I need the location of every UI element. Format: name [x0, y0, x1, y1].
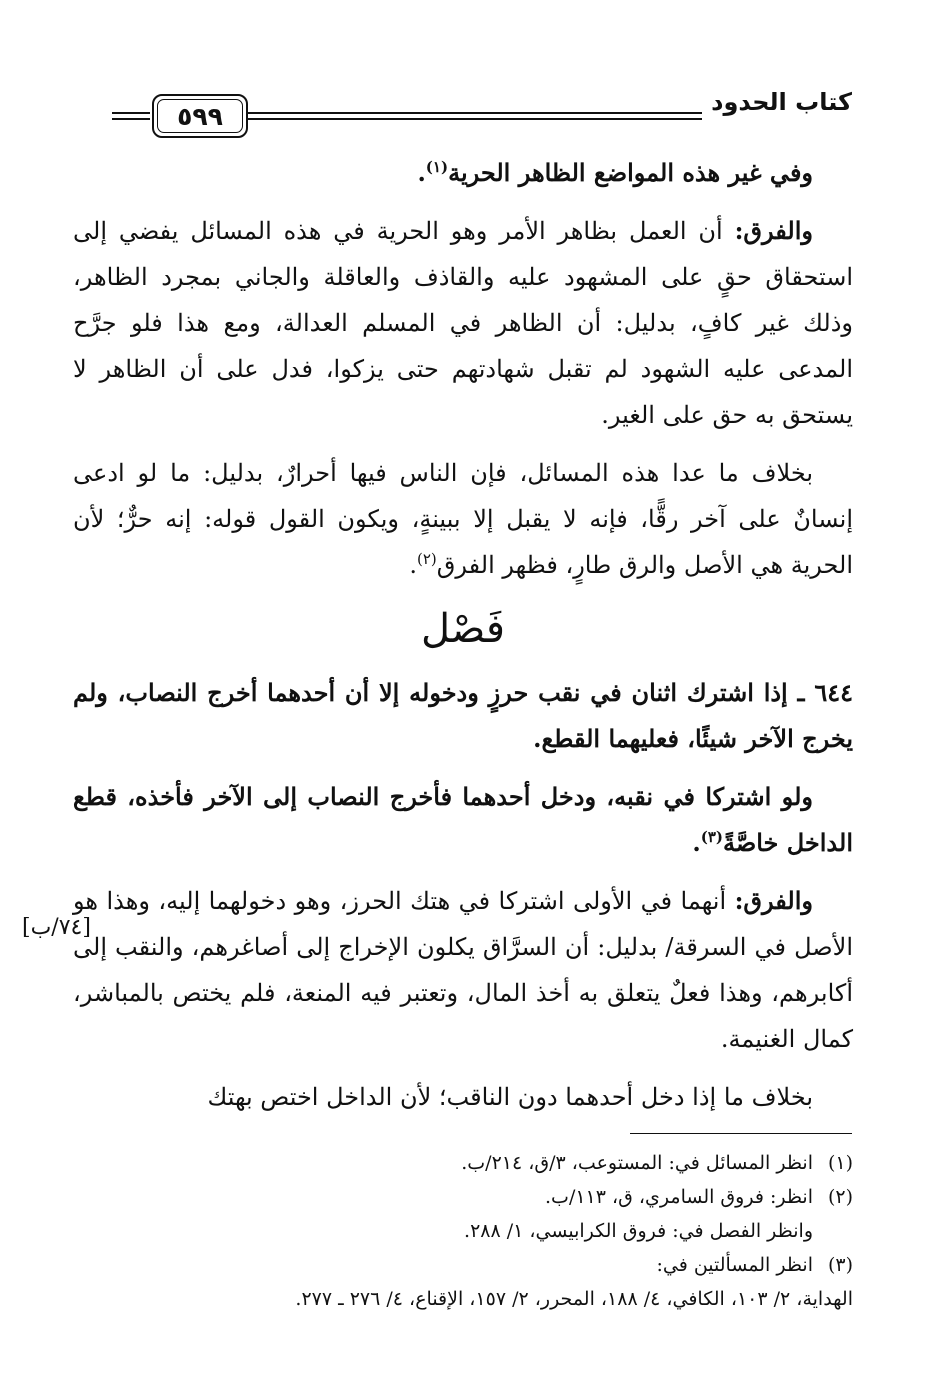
main-text: [73, 150, 853, 1120]
section-heading: فَصْل: [420, 606, 506, 652]
paragraph: [73, 208, 853, 438]
term-label: والفرق:: [734, 216, 813, 245]
paragraph-text: أنهما في الأولى اشتركا في هتك الحرز، وهو دخولهما إليه، وهذا هو الأصل في السرقة/ بدليل: أن السرَّاق يكلون الإخراج إلى أصاغرهم، والنقب إلى أكابرهم، وهذا فعلٌ يتعلق به أخذ المال، وتعتبر فيه المنعة، فلم يختص بالمباشر، كمال الغنيمة.: [73, 887, 853, 1053]
paragraph: [73, 774, 853, 866]
manuscript-folio-ref: [٧٤/ب]: [22, 915, 91, 940]
footnote-text: الهداية، ٢/ ١٠٣، الكافي، ٤/ ١٨٨، المحرر، ٢/ ١٥٧، الإقناع، ٤/ ٢٧٦ ـ ٢٧٧.: [295, 1288, 853, 1310]
page-number: ٥٩٩: [177, 101, 223, 131]
punctuation: .: [417, 158, 426, 187]
header-rule: [112, 112, 150, 114]
footnote: [63, 1282, 853, 1316]
footnotes: [63, 1146, 853, 1316]
punctuation: .: [409, 551, 417, 579]
paragraph-text: وفي غير هذه المواضع الظاهر الحرية: [448, 158, 813, 187]
page-header: [112, 82, 852, 142]
paragraph: [73, 450, 853, 588]
footnote: [63, 1214, 853, 1248]
paragraph-text: ولو اشتركا في نقبه، ودخل أحدهما فأخرج النصاب إلى الآخر فأخذه، قطع الداخل خاصَّةً: [73, 782, 853, 857]
paragraph-text: بخلاف ما عدا هذه المسائل، فإن الناس فيها أحرارٌ، بدليل: ما لو ادعى إنسانٌ على آخر رقًّا، فإنه لا يقبل إلا ببينةٍ، ويكون القول قوله: إنه حرٌّ؛ لأن الحرية هي الأصل والرق طارٍ، فظهر الفرق: [73, 459, 853, 579]
header-rule: [244, 118, 702, 120]
footnote: [63, 1146, 853, 1180]
footnote-ref[interactable]: (٣): [700, 828, 723, 846]
book-title: كتاب الحدود: [711, 88, 852, 116]
footnote-ref[interactable]: (١): [425, 158, 449, 176]
footnote-text: انظر: فروق السامري، ق، ١١٣/ب.: [545, 1186, 813, 1208]
paragraph-text: بخلاف ما إذا دخل أحدهما دون الناقب؛ لأن الداخل اختص بهتك: [207, 1083, 813, 1111]
paragraph: [73, 1074, 853, 1120]
footnote: [63, 1248, 853, 1282]
footnote-separator: [630, 1133, 852, 1134]
footnote-ref[interactable]: (٢): [416, 550, 437, 568]
page-number-frame: [152, 94, 248, 138]
footnote-text: وانظر الفصل في: فروق الكرابيسي، ١/ ٢٨٨.: [464, 1220, 813, 1242]
footnote-number: (١): [827, 1152, 853, 1174]
paragraph-text: ٦٤٤ ـ إذا اشترك اثنان في نقب حرزٍ ودخوله إلا أن أحدهما أخرج النصاب، ولم يخرج الآخر شيئًا، فعليهما القطع.: [73, 678, 854, 753]
header-rule: [244, 112, 702, 114]
paragraph-text: أن العمل بظاهر الأمر وهو الحرية في هذه المسائل يفضي إلى استحقاق حقٍ على المشهود عليه والقاذف والعاقلة والجاني بمجرد الظاهر، وذلك غير كافٍ، بدليل: أن الظاهر في المسلم العدالة، ومع هذا فلو جرَّح المدعى عليه الشهود لم تقبل شهادتهم حتى يزكوا، فدل على أن الظاهر لا يستحق به حق على الغير.: [73, 217, 853, 429]
term-label: والفرق:: [734, 886, 813, 915]
punctuation: .: [692, 828, 701, 857]
footnote: [63, 1180, 853, 1214]
footnote-number: (٢): [827, 1186, 853, 1208]
footnote-text: انظر المسائل في: المستوعب، ٣/ق، ٢١٤/ب.: [461, 1152, 813, 1174]
footnote-number: (٣): [827, 1254, 853, 1276]
paragraph: [73, 878, 853, 1062]
paragraph: [73, 150, 853, 196]
footnote-text: انظر المسألتين في:: [656, 1254, 813, 1276]
paragraph: [73, 670, 853, 762]
header-rule: [112, 118, 150, 120]
